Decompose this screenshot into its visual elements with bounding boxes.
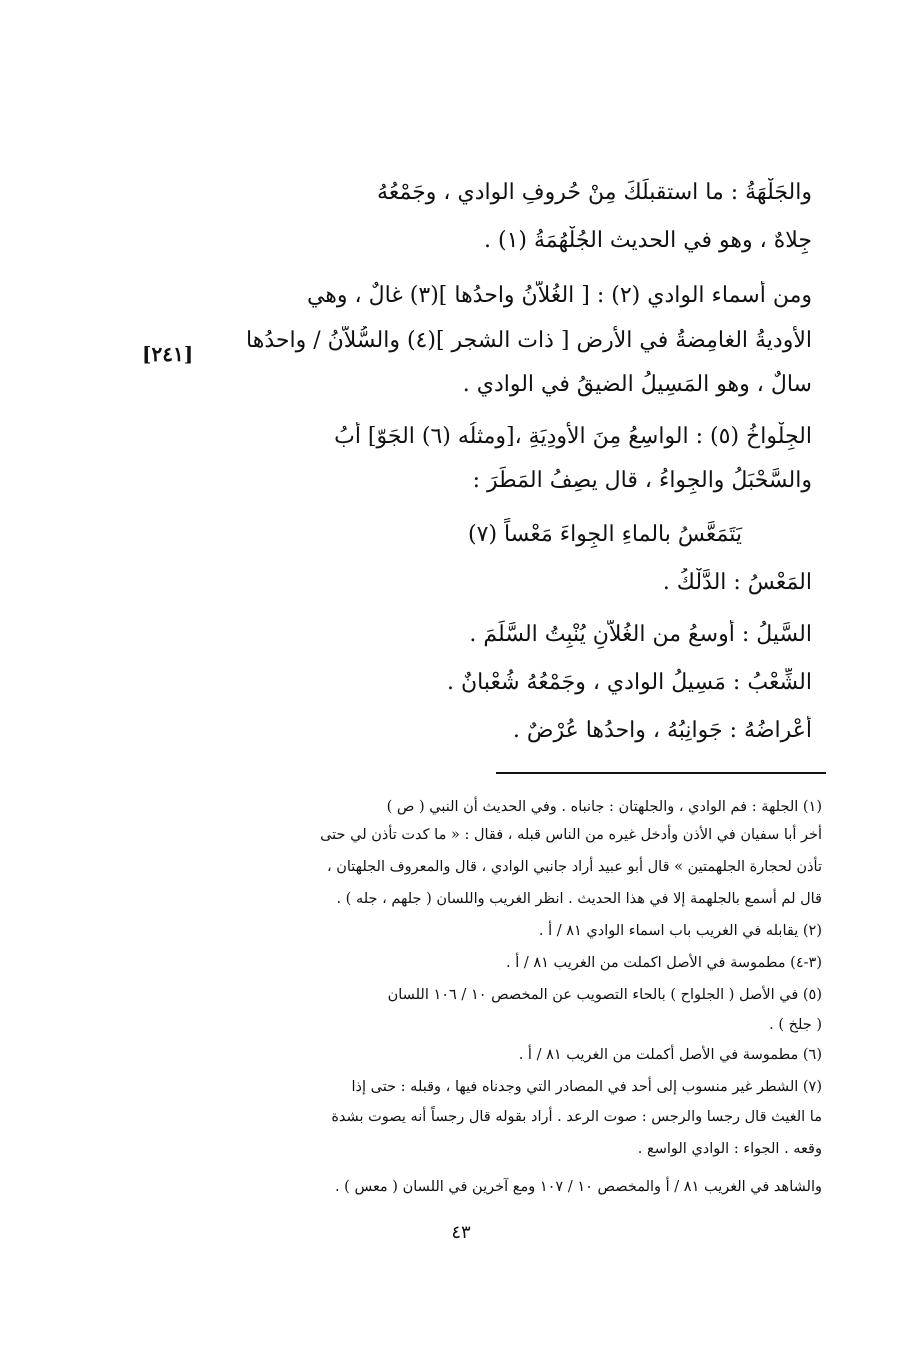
footnote-line: (١) الجلهة : فم الوادي ، والجلهتان : جانباه . وفي الحديث أن النبي ( ص ) — [386, 799, 822, 815]
page-number: ٤٣ — [451, 1222, 471, 1243]
footnote-line: ( جلخ ) . — [769, 1017, 822, 1033]
footnote-line: تأذن لحجارة الجلهمتين » قال أبو عبيد أراد جانبي الوادي ، قال والمعروف الجلهتان ، — [326, 859, 822, 875]
main-text-line: والسَّحْبَلُ والجِواءُ ، قال يصِفُ المَطَرَ : — [472, 468, 812, 493]
main-text-line: جِلاهٌ ، وهو في الحديث الجُلْهُمَةُ (١) . — [484, 228, 812, 253]
footnote-line: ما الغيث قال رجسا والرجس : صوت الرعد . أراد بقوله قال رجساً أنه يصوت بشدة — [331, 1109, 822, 1125]
footnote-divider — [496, 772, 826, 774]
definition-line: الشِّعْبُ : مَسِيلُ الوادي ، وجَمْعُهُ شُعْبانٌ . — [446, 670, 812, 695]
page-reference-marker: [٢٤١] — [142, 342, 194, 366]
main-text-line: سالٌ ، وهو المَسِيلُ الضيقُ في الوادي . — [462, 372, 812, 397]
main-text-line: والجَلْهَةُ : ما استقبلَكَ مِنْ حُروفِ الوادي ، وجَمْعُهُ — [377, 180, 812, 205]
footnote-line: وقعه . الجواء : الوادي الواسع . — [637, 1141, 822, 1157]
definition-line: أعْراضُهُ : جَوانِبُهُ ، واحدُها عُرْضٌ . — [512, 718, 812, 743]
footnote-line: (٣-٤) مطموسة في الأصل اكملت من الغريب ٨١ / أ . — [506, 955, 822, 971]
footnote-line: (٥) في الأصل ( الجلواح ) بالحاء التصويب عن المخصص ١٠ / ١٠٦ اللسان — [387, 987, 822, 1003]
main-text-line: الجِلْواخُ (٥) : الواسِعُ مِنَ الأودِيَةِ ،[ومثلُه (٦) الجَوّ] أَبُ — [334, 424, 812, 449]
main-text-line: الأوديةُ الغامِضةُ في الأرض [ ذات الشجر ](٤) والسُّلاّنُ / واحدُها — [246, 328, 812, 353]
main-text-line: ومن أسماء الوادي (٢) : [ الغُلاّنُ واحدُها ](٣) غالٌ ، وهي — [306, 283, 812, 308]
footnote-line: (٢) يقابله في الغريب باب اسماء الوادي ٨١ / أ . — [538, 923, 822, 939]
footnote-line: (٧) الشطر غير منسوب إلى أحد في المصادر التي وجدناه فيها ، وقبله : حتى إذا — [351, 1079, 822, 1095]
definition-line: السَّيلُ : أوسعُ من الغُلاّنِ يُنْبِتُ السَّلَمَ . — [469, 622, 812, 647]
definition-line: المَعْسُ : الدَّلْكُ . — [662, 570, 812, 595]
footnote-line: والشاهد في الغريب ٨١ / أ والمخصص ١٠ / ١٠٧ ومع آخرين في اللسان ( معس ) . — [334, 1179, 822, 1195]
footnote-line: (٦) مطموسة في الأصل أكملت من الغريب ٨١ / أ . — [518, 1047, 822, 1063]
footnote-line: أخر أبا سفيان في الأذن وأدخل غيره من الناس قبله ، فقال : « ما كدت تأذن لي حتى — [320, 827, 822, 843]
footnote-line: قال لم أسمع بالجلهمة إلا في هذا الحديث . انظر الغريب واللسان ( جلهم ، جله ) . — [336, 891, 822, 907]
poetry-verse: يَتَمَعَّسُ بالماءِ الجِواءَ مَعْساً (٧) — [468, 522, 742, 547]
